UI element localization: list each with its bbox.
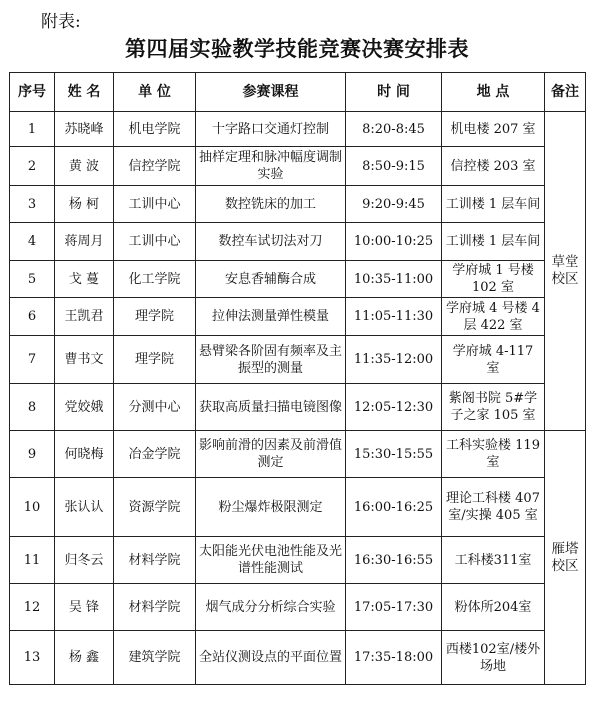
cell-name: 吴 锋 — [55, 584, 114, 631]
cell-place: 信控楼 203 室 — [442, 147, 545, 186]
header-course: 参赛课程 — [196, 73, 346, 112]
cell-name: 王凯君 — [55, 298, 114, 336]
remark-campus: 草堂校区 — [545, 112, 586, 431]
cell-time: 17:35-18:00 — [346, 631, 442, 685]
cell-no: 1 — [10, 112, 55, 147]
table-row — [10, 298, 586, 336]
table-row — [10, 384, 586, 431]
cell-no: 12 — [10, 584, 55, 631]
cell-place: 工科实验楼 119室 — [442, 431, 545, 478]
table-row — [10, 537, 586, 584]
cell-unit: 分测中心 — [114, 384, 196, 431]
cell-course: 数控车试切法对刀 — [196, 223, 346, 261]
cell-name: 党姣娥 — [55, 384, 114, 431]
table-row — [10, 478, 586, 537]
cell-no: 4 — [10, 223, 55, 261]
header-place: 地 点 — [442, 73, 545, 112]
cell-no: 2 — [10, 147, 55, 186]
cell-name: 何晓梅 — [55, 431, 114, 478]
cell-unit: 冶金学院 — [114, 431, 196, 478]
header-remark: 备注 — [545, 73, 586, 112]
cell-place: 理论工科楼 407 室/实操 405 室 — [442, 478, 545, 537]
cell-place: 紫阁书院 5#学子之家 105 室 — [442, 384, 545, 431]
table-row — [10, 261, 586, 298]
cell-place: 学府城 4 号楼 4 层 422 室 — [442, 298, 545, 336]
cell-place: 工科楼311室 — [442, 537, 545, 584]
cell-course: 数控铣床的加工 — [196, 186, 346, 223]
remark-campus: 雁塔校区 — [545, 431, 586, 685]
cell-course: 粉尘爆炸极限测定 — [196, 478, 346, 537]
cell-time: 17:05-17:30 — [346, 584, 442, 631]
table-row — [10, 112, 586, 147]
cell-no: 5 — [10, 261, 55, 298]
table-row — [10, 631, 586, 685]
cell-name: 曹书文 — [55, 336, 114, 384]
cell-name: 戈 蔓 — [55, 261, 114, 298]
cell-course: 获取高质量扫描电镜图像 — [196, 384, 346, 431]
header-no: 序号 — [10, 73, 55, 112]
cell-course: 十字路口交通灯控制 — [196, 112, 346, 147]
cell-unit: 材料学院 — [114, 584, 196, 631]
table-row — [10, 186, 586, 223]
cell-course: 悬臂梁各阶固有频率及主振型的测量 — [196, 336, 346, 384]
cell-time: 10:00-10:25 — [346, 223, 442, 261]
cell-unit: 理学院 — [114, 298, 196, 336]
cell-unit: 建筑学院 — [114, 631, 196, 685]
cell-course: 太阳能光伏电池性能及光谱性能测试 — [196, 537, 346, 584]
header-row — [10, 73, 586, 112]
header-unit: 单 位 — [114, 73, 196, 112]
cell-unit: 理学院 — [114, 336, 196, 384]
cell-no: 8 — [10, 384, 55, 431]
cell-unit: 工训中心 — [114, 223, 196, 261]
header-name: 姓 名 — [55, 73, 114, 112]
header-time: 时 间 — [346, 73, 442, 112]
cell-unit: 工训中心 — [114, 186, 196, 223]
cell-time: 11:05-11:30 — [346, 298, 442, 336]
cell-course: 全站仪测设点的平面位置 — [196, 631, 346, 685]
cell-time: 9:20-9:45 — [346, 186, 442, 223]
cell-place: 粉体所204室 — [442, 584, 545, 631]
cell-place: 学府城 4-117 室 — [442, 336, 545, 384]
cell-no: 3 — [10, 186, 55, 223]
cell-unit: 资源学院 — [114, 478, 196, 537]
table-row — [10, 584, 586, 631]
cell-no: 7 — [10, 336, 55, 384]
cell-name: 杨 柯 — [55, 186, 114, 223]
cell-time: 16:30-16:55 — [346, 537, 442, 584]
cell-place: 西楼102室/楼外场地 — [442, 631, 545, 685]
cell-name: 蒋周月 — [55, 223, 114, 261]
cell-no: 13 — [10, 631, 55, 685]
page-title: 第四届实验教学技能竞赛决赛安排表 — [125, 36, 469, 61]
cell-time: 11:35-12:00 — [346, 336, 442, 384]
cell-course: 抽样定理和脉冲幅度调制实验 — [196, 147, 346, 186]
cell-no: 9 — [10, 431, 55, 478]
cell-place: 学府城 1 号楼 102 室 — [442, 261, 545, 298]
cell-time: 12:05-12:30 — [346, 384, 442, 431]
cell-course: 烟气成分分析综合实验 — [196, 584, 346, 631]
table-row — [10, 336, 586, 384]
cell-name: 归冬云 — [55, 537, 114, 584]
cell-time: 8:50-9:15 — [346, 147, 442, 186]
cell-unit: 信控学院 — [114, 147, 196, 186]
cell-name: 黄 波 — [55, 147, 114, 186]
cell-course: 拉伸法测量弹性模量 — [196, 298, 346, 336]
cell-unit: 化工学院 — [114, 261, 196, 298]
cell-place: 机电楼 207 室 — [442, 112, 545, 147]
table-row — [10, 431, 586, 478]
schedule-table — [9, 72, 586, 685]
cell-time: 15:30-15:55 — [346, 431, 442, 478]
cell-name: 杨 鑫 — [55, 631, 114, 685]
cell-name: 苏晓峰 — [55, 112, 114, 147]
cell-no: 11 — [10, 537, 55, 584]
cell-no: 10 — [10, 478, 55, 537]
cell-course: 影响前滑的因素及前滑值测定 — [196, 431, 346, 478]
cell-name: 张认认 — [55, 478, 114, 537]
cell-unit: 材料学院 — [114, 537, 196, 584]
table-row — [10, 147, 586, 186]
cell-unit: 机电学院 — [114, 112, 196, 147]
table-row — [10, 223, 586, 261]
cell-no: 6 — [10, 298, 55, 336]
cell-time: 16:00-16:25 — [346, 478, 442, 537]
annex-label: 附表: — [41, 12, 81, 32]
cell-place: 工训楼 1 层车间 — [442, 186, 545, 223]
cell-place: 工训楼 1 层车间 — [442, 223, 545, 261]
cell-time: 8:20-8:45 — [346, 112, 442, 147]
cell-course: 安息香辅酶合成 — [196, 261, 346, 298]
cell-time: 10:35-11:00 — [346, 261, 442, 298]
